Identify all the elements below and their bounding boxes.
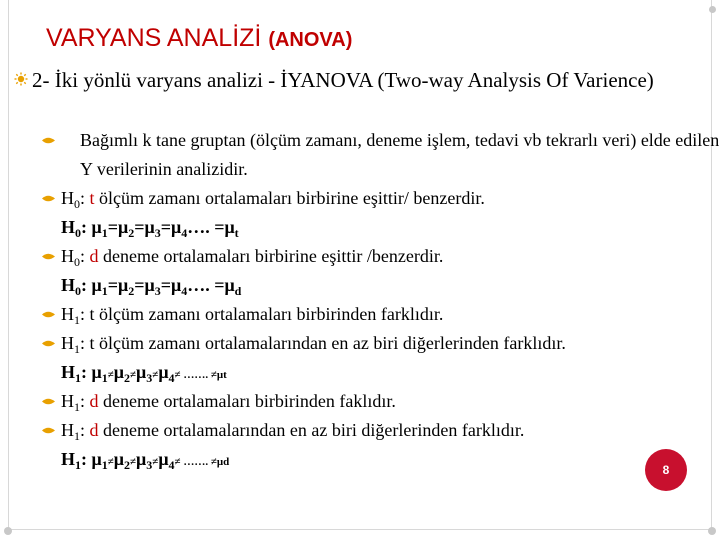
- mu-symbol: μ: [91, 449, 102, 469]
- leaf-bullet-icon: [42, 310, 55, 319]
- hypothesis-subscript: 0: [74, 255, 80, 269]
- formula-h: H: [61, 449, 76, 469]
- mu-symbol: μ: [113, 449, 124, 469]
- colon: :: [80, 333, 86, 353]
- mu-sub: 4: [168, 458, 175, 472]
- mu-sub: 2: [128, 284, 135, 298]
- formula-tail: ≠ ……. ≠μd: [174, 456, 230, 468]
- mu-symbol: μ: [118, 217, 129, 237]
- mu-sub: 4: [181, 284, 188, 298]
- hypothesis-symbol: H: [61, 333, 74, 353]
- slide-frame-bottom: [8, 529, 712, 530]
- factor-letter: t: [89, 333, 95, 353]
- mu-symbol: μ: [170, 275, 182, 295]
- mu-sub: 1: [101, 284, 108, 298]
- formula-colon: :: [81, 275, 92, 295]
- corner-dot-icon: [709, 6, 716, 13]
- leaf-bullet-icon: [42, 136, 55, 145]
- hypothesis-subscript: 1: [74, 313, 80, 327]
- mu-symbol: μ: [91, 275, 102, 295]
- factor-letter: t: [89, 304, 95, 324]
- mu-symbol: μ: [158, 449, 169, 469]
- hypothesis-subscript: 1: [74, 342, 80, 356]
- hypothesis-symbol: H: [61, 246, 74, 266]
- leaf-bullet-icon: [42, 252, 55, 261]
- hypothesis-row: [42, 416, 714, 445]
- formula-dots: …. =: [187, 275, 225, 295]
- mu-sub: 1: [101, 371, 108, 385]
- formula-colon: :: [81, 362, 92, 382]
- equals: =: [160, 217, 171, 237]
- not-equal: ≠: [107, 456, 114, 468]
- mu-symbol: μ: [224, 217, 235, 237]
- not-equal: ≠: [130, 369, 137, 381]
- hypothesis-symbol: H: [61, 420, 74, 440]
- hypothesis-row: [42, 300, 714, 329]
- mu-sub: 2: [124, 458, 130, 472]
- leaf-bullet-icon: [42, 397, 55, 406]
- leaf-bullet-icon: [42, 339, 55, 348]
- mu-symbol: μ: [136, 362, 147, 382]
- mu-sub: 4: [181, 226, 188, 240]
- formula-colon: :: [81, 217, 92, 237]
- hypothesis-symbol: H: [61, 304, 74, 324]
- slide-frame-left: [8, 0, 9, 530]
- mu-symbol: μ: [113, 362, 124, 382]
- hypothesis-subscript: 1: [74, 429, 80, 443]
- equals: =: [107, 217, 118, 237]
- mu-sub: 3: [154, 226, 161, 240]
- hypothesis-text: ölçüm zamanı ortalamaları birbirine eşittir/ benzerdir.: [99, 188, 485, 208]
- formula-h-sub: 1: [75, 371, 82, 385]
- not-equal: ≠: [152, 456, 159, 468]
- factor-letter: d: [89, 391, 99, 411]
- equals: =: [107, 275, 118, 295]
- factor-letter: d: [89, 420, 99, 440]
- list-item: [42, 126, 720, 184]
- corner-dot-icon: [4, 527, 12, 535]
- mu-sub: 2: [128, 226, 135, 240]
- hypothesis-row: [42, 184, 714, 213]
- mu-sub: 3: [146, 458, 153, 472]
- mu-sub: 3: [146, 371, 153, 385]
- equals: =: [134, 275, 145, 295]
- mu-sub: 1: [101, 226, 108, 240]
- mu-sub: t: [234, 226, 239, 240]
- mu-symbol: μ: [136, 449, 147, 469]
- mu-symbol: μ: [158, 362, 169, 382]
- leaf-bullet-icon: [42, 194, 55, 203]
- factor-letter: t: [89, 188, 95, 208]
- title-paren: (ANOVA): [268, 29, 353, 51]
- factor-letter: d: [89, 246, 99, 266]
- formula-row: [42, 358, 714, 387]
- corner-dot-icon: [708, 527, 716, 535]
- equals: =: [160, 275, 171, 295]
- formula-h: H: [61, 217, 76, 237]
- formula-row: [42, 271, 714, 300]
- level2-list: [42, 126, 720, 474]
- formula-colon: :: [81, 449, 92, 469]
- formula-h: H: [61, 275, 76, 295]
- hypothesis-text: ölçüm zamanı ortalamalarından en az biri diğerlerinden farklıdır.: [99, 333, 566, 353]
- hypothesis-text: deneme ortalamaları birbirine eşittir /benzerdir.: [103, 246, 444, 266]
- page-number-badge: 8: [645, 449, 687, 491]
- formula-tail: ≠ ……. ≠μt: [174, 369, 227, 381]
- leaf-bullet-icon: [42, 426, 55, 435]
- formula-h-sub: 1: [75, 458, 82, 472]
- equals: =: [134, 217, 145, 237]
- hypothesis-text: ölçüm zamanı ortalamaları birbirinden farklıdır.: [99, 304, 444, 324]
- hypothesis-text: deneme ortalamaları birbirinden faklıdır.: [103, 391, 396, 411]
- not-equal: ≠: [107, 369, 114, 381]
- hypothesis-symbol: H: [61, 188, 74, 208]
- mu-sub: 1: [101, 458, 108, 472]
- hypothesis-row: [42, 242, 714, 271]
- colon: :: [80, 391, 86, 411]
- mu-sub: 4: [168, 371, 175, 385]
- mu-sub: d: [234, 284, 242, 298]
- formula-h: H: [61, 362, 76, 382]
- colon: :: [80, 420, 86, 440]
- sun-bullet-icon: [14, 72, 28, 86]
- slide-title: [46, 24, 352, 53]
- level1-text: 2- İki yönlü varyans analizi - İYANOVA (Two-way Analysis Of Varience): [32, 68, 654, 92]
- not-equal: ≠: [152, 369, 159, 381]
- colon: :: [80, 246, 86, 266]
- level1-bullet-item: [14, 66, 704, 94]
- mu-symbol: μ: [118, 275, 129, 295]
- formula-h-sub: 0: [75, 226, 82, 240]
- mu-symbol: μ: [144, 275, 155, 295]
- title-main: VARYANS ANALİZİ: [46, 24, 262, 52]
- formula-row: [42, 445, 714, 474]
- hypothesis-subscript: 0: [74, 197, 80, 211]
- colon: :: [80, 304, 86, 324]
- mu-symbol: μ: [91, 217, 102, 237]
- mu-symbol: μ: [91, 362, 102, 382]
- mu-symbol: μ: [170, 217, 182, 237]
- hypothesis-subscript: 1: [74, 400, 80, 414]
- item-text: Bağımlı k tane gruptan (ölçüm zamanı, deneme işlem, tedavi vb tekrarlı veri) elde edilen Y verilerinin analizidir.: [80, 130, 720, 179]
- hypothesis-symbol: H: [61, 391, 74, 411]
- mu-sub: 2: [124, 371, 130, 385]
- not-equal: ≠: [130, 456, 137, 468]
- colon: :: [80, 188, 86, 208]
- mu-sub: 3: [154, 284, 161, 298]
- hypothesis-row: [42, 387, 714, 416]
- formula-row: [42, 213, 714, 242]
- hypothesis-row: [42, 329, 714, 358]
- mu-symbol: μ: [144, 217, 155, 237]
- hypothesis-text: deneme ortalamalarından en az biri diğerlerinden farklıdır.: [103, 420, 525, 440]
- formula-dots: …. =: [187, 217, 225, 237]
- mu-symbol: μ: [224, 275, 235, 295]
- formula-h-sub: 0: [75, 284, 82, 298]
